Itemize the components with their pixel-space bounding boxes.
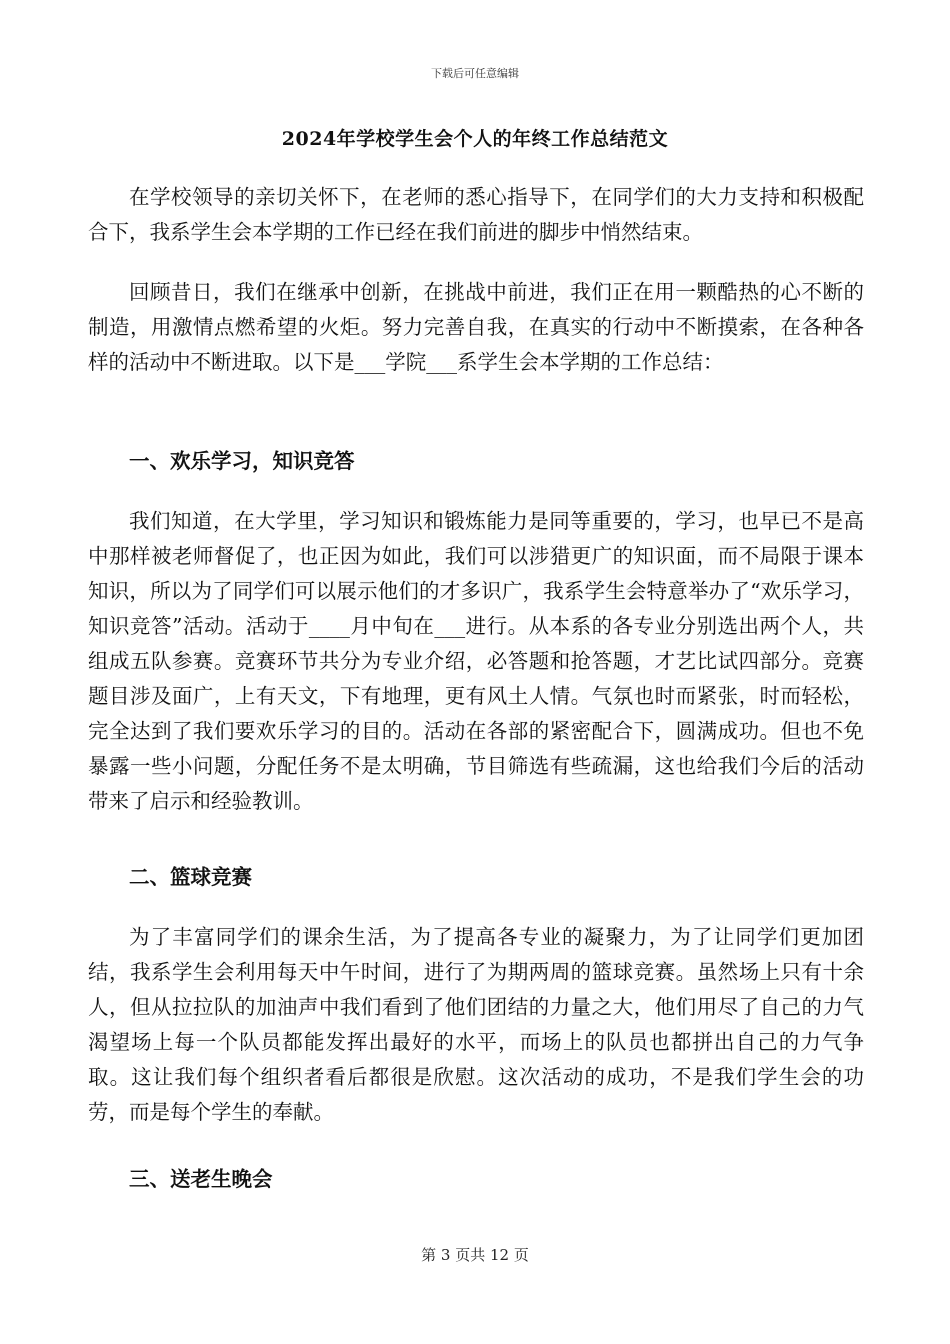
paragraph-intro: 在学校领导的亲切关怀下，在老师的悉心指导下，在同学们的大力支持和积极配合下，我系学生会本学期的工作已经在我们前进的脚步中悄然结束。 (88, 185, 864, 244)
paragraph-section-2: 为了丰富同学们的课余生活，为了提高各专业的凝聚力，为了让同学们更加团结，我系学生会利用每天中午时间，进行了为期两周的篮球竞赛。虽然场上只有十余人，但从拉拉队的加油声中我们看到了他们团结的力量之大，他们用尽了自己的力气渴望场上每一个队员都能发挥出最好的水平，而场上的队员也都拼出自己的力气争取。这让我们每个组织者看后都很是欣慰。这次活动的成功，不是我们学生会的功劳，而是每个学生的奉献。 (88, 925, 864, 1124)
section1-heading-block (88, 444, 864, 479)
section-heading-3: 三、送老生晚会 (129, 1167, 273, 1191)
section3-heading-block (88, 1162, 864, 1197)
section2-body-block (88, 920, 864, 1130)
section-heading-2: 二、篮球竞赛 (129, 865, 252, 889)
review-block (88, 275, 864, 380)
paragraph-section-1: 我们知道，在大学里，学习知识和锻炼能力是同等重要的，学习，也早已不是高中那样被老师督促了，也正因为如此，我们可以涉猎更广的知识面，而不局限于课本知识，所以为了同学们可以展示他们的才多识广，我系学生会特意举办了“欢乐学习，知识竞答”活动。活动于____月中旬在___进行。从本系的各专业分别选出两个人，共组成五队参赛。竞赛环节共分为专业介绍，必答题和抢答题，才艺比试四部分。竞赛题目涉及面广，上有天文，下有地理，更有风土人情。气氛也时而紧张，时而轻松，完全达到了我们要欢乐学习的目的。活动在各部的紧密配合下，圆满成功。但也不免暴露一些小问题，分配任务不是太明确，节目筛选有些疏漏，这也给我们今后的活动带来了启示和经验教训。 (88, 509, 864, 813)
paragraph-review: 回顾昔日，我们在继承中创新，在挑战中前进，我们正在用一颗酷热的心不断的制造，用激情点燃希望的火炬。努力完善自我，在真实的行动中不断摸索，在各种各样的活动中不断进取。以下是___学院___系学生会本学期的工作总结： (88, 280, 864, 374)
section-heading-1: 一、欢乐学习，知识竞答 (129, 449, 355, 473)
section1-body-block (88, 504, 864, 819)
intro-block (88, 180, 864, 250)
header-note: 下载后可任意编辑 (431, 67, 519, 80)
page-footer: 第 3 页共 12 页 (421, 1246, 529, 1264)
section2-heading-block (88, 860, 864, 895)
document-title: 2024年学校学生会个人的年终工作总结范文 (281, 128, 669, 150)
